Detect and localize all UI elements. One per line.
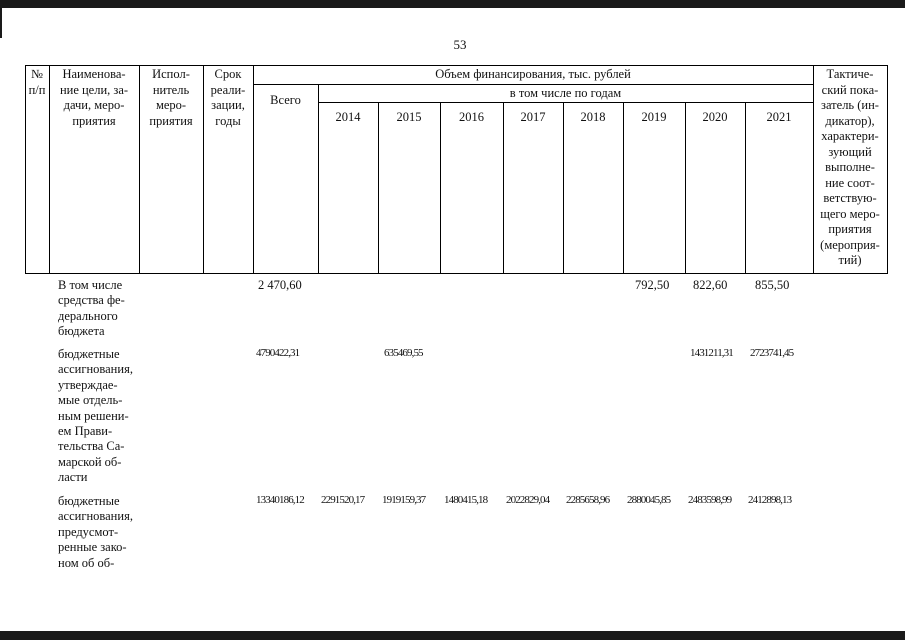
row-value-2020: 2483598,99	[688, 494, 732, 506]
row-value-2015: 635469,55	[384, 347, 423, 359]
row-value-2014: 2291520,17	[321, 494, 365, 506]
header-year: 2015	[396, 110, 422, 124]
row-value-2017: 2022829,04	[506, 494, 550, 506]
header-total: Всего	[270, 93, 301, 107]
row-value-2021: 855,50	[755, 278, 790, 292]
header-by-years: в том числе по годам	[509, 86, 622, 100]
row-value-2019: 2880045,85	[627, 494, 671, 506]
scan-border-bottom	[0, 631, 905, 640]
row-total: 2 470,60	[258, 278, 302, 292]
header-financing: Объем финансирования, тыс. рублей	[435, 67, 631, 81]
row-total: 4790422,31	[256, 347, 300, 359]
header-year: 2021	[766, 110, 792, 124]
row-value-2015: 1919159,37	[382, 494, 426, 506]
header-year: 2017	[520, 110, 546, 124]
header-year: 2016	[459, 110, 484, 124]
row-total: 13340186,12	[256, 494, 304, 506]
row-label: бюджетные ассигнования, предусмот- ренные зако- ном об об-	[58, 494, 133, 570]
header-year: 2018	[580, 110, 606, 124]
row-value-2021: 2723741,45	[750, 347, 794, 359]
header-year: 2019	[641, 110, 667, 124]
header-term: Срок реали- зации, годы	[210, 67, 246, 128]
row-value-2020: 1431211,31	[690, 347, 733, 359]
row-value-2021: 2412898,13	[748, 494, 792, 506]
row-value-2020: 822,60	[693, 278, 728, 292]
header-year: 2014	[335, 110, 361, 124]
header-indicator: Тактиче- ский пока- затель (ин- дикатор), характери- зующий выполне- ние соот- ветствую- щего меро- приятия (мероприя- тий)	[820, 67, 880, 267]
row-value-2016: 1480415,18	[444, 494, 488, 506]
row-label: В том числе средства фе- дерального бюджета	[58, 278, 125, 339]
header-executor: Испол- нитель меро- приятия	[149, 67, 193, 128]
scan-border-top	[0, 0, 905, 8]
row-value-2019: 792,50	[635, 278, 670, 292]
header-year: 2020	[702, 110, 728, 124]
header-name: Наименова- ние цели, за- дачи, меро- приятия	[59, 67, 129, 128]
scan-border-left	[0, 8, 2, 38]
header-number: № п/п	[28, 67, 46, 97]
page-number: 53	[453, 37, 467, 52]
row-label: бюджетные ассигнования, утверждае- мые отдель- ным решени- ем Прави- тельства Са- марской об- ласти	[58, 347, 133, 485]
row-value-2018: 2285658,96	[566, 494, 610, 506]
